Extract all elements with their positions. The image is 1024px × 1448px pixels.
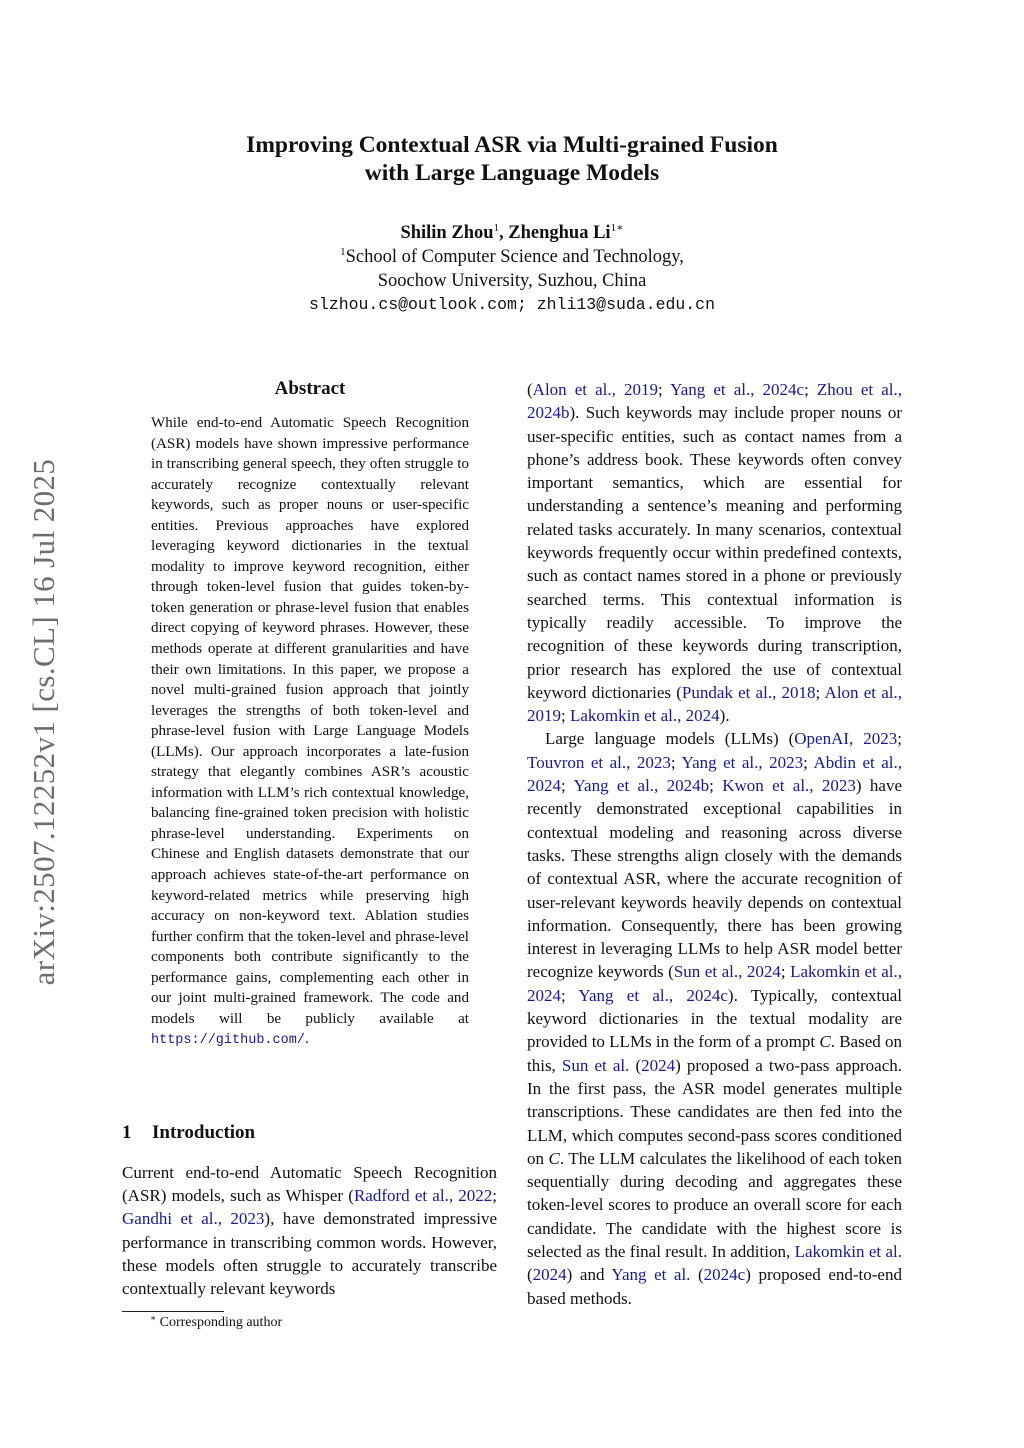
abstract-body: [151, 413, 469, 1052]
author-2-affiliation-mark: 1∗: [610, 222, 624, 234]
text-run: ;: [657, 380, 671, 399]
text-run: . Based on this,: [527, 1032, 903, 1075]
introduction-paragraph-1: [122, 1161, 497, 1300]
footnote-text: Corresponding author: [159, 1315, 283, 1330]
citation-link[interactable]: Yang et al., 2024b: [573, 776, 710, 796]
citation-link[interactable]: Alon et al., 2019: [532, 380, 658, 399]
arxiv-id-text: arXiv:2507.12252v1 [cs.CL] 16 Jul 2025: [26, 458, 61, 986]
author-1: Shilin Zhou: [400, 223, 494, 243]
introduction-heading: [122, 1122, 255, 1144]
abstract-text: While end-to-end Automatic Speech Recognition (ASR) models have shown impressive performance in transcribing general speech, they often struggle to accurately recognize contextually relevant keywords, such as proper nouns or user-specific entities. Previous approaches have explored leveraging keyword dictionaries in the textual modality to improve keyword recognition, either through token-level fusion that guides token-by-token generation or phrase-level fusion that enables direct copying of keyword phrases. However, these methods operate at different granularities and have their own limitations. In this paper, we propose a novel multi-grained fusion approach that jointly leverages the strengths of both token-level and phrase-level fusion with Large Language Models (LLMs). Our approach incorporates a late-fusion strategy that elegantly combines ASR’s acoustic information with LLM’s rich contextual knowledge, balancing fine-grained token precision with holistic phrase-level understanding. Experiments on Chinese and English datasets demonstrate that our approach achieves state-of-the-art performance on keyword-related metrics while preserving high accuracy on non-keyword text. Ablation studies further confirm that the token-level and phrase-level components both contribute significantly to the performance gains, complementing each other in our joint multi-grained framework. The code and models will be publicly available at: [151, 415, 469, 1027]
text-run: (: [690, 1265, 704, 1285]
code-url-link[interactable]: https://github.com/: [151, 1033, 305, 1049]
text-run: ;: [561, 985, 579, 1005]
right-paragraph-2: [527, 727, 902, 1309]
text-run: ;: [561, 706, 570, 726]
text-run: (: [527, 1265, 533, 1285]
citation-link[interactable]: Yang et al.: [611, 1265, 691, 1285]
text-run: ).: [719, 706, 730, 726]
title-line-1: Improving Contextual ASR via Multi-grained Fusion: [246, 132, 778, 158]
text-run: ) proposed end-to-end based methods.: [527, 1265, 902, 1308]
citation-link[interactable]: 2024: [641, 1055, 676, 1075]
text-run: ) proposed a two-pass approach. In the first pass, the ASR model generates multiple transcriptions. These candidates are then fed into the LLM, which computes second-pass scores conditioned on: [527, 1055, 902, 1168]
citation-link[interactable]: Kwon et al., 2023: [722, 776, 856, 796]
text-run: ). Such keywords may include proper nouns or user-specific entities, such as contact names from a phone’s address book. These keywords often convey important semantics, which are essential for understanding a sentence’s meaning and performing related tasks accurately. In many scenarios, contextual keywords frequently occur within predefined contexts, such as contact names stored in a phone or previously searched terms. This contextual information is typically readily accessible. To improve the recognition of these keywords during transcription, prior research has explored the use of contextual keyword dictionaries (: [527, 403, 902, 702]
abstract-end: .: [304, 1031, 309, 1048]
text-run: ;: [670, 752, 682, 772]
text-run: Current end-to-end Automatic Speech Recognition (ASR) models, such as Whisper (: [122, 1163, 497, 1206]
citation-link[interactable]: Pundak et al., 2018: [681, 682, 816, 702]
author-1-affiliation-mark: 1: [493, 222, 500, 234]
author-block: [212, 221, 812, 317]
math-variable: C: [548, 1148, 560, 1168]
citation-link[interactable]: Gandhi et al., 2023: [122, 1209, 265, 1229]
text-run: ), have demonstrated impressive performance in transcribing common words. However, these models often struggle to accurately transcribe contextually relevant keywords: [122, 1209, 497, 1299]
text-run: . The LLM calculates the likelihood of each token sequentially during decoding and aggregates these token-level scores to produce an overall score for each candidate. The candidate with the highest score is selected as the final result. In addition,: [527, 1148, 902, 1261]
section-title: Introduction: [152, 1122, 256, 1143]
citation-link[interactable]: Yang et al., 2024c: [670, 380, 805, 399]
abstract-section: [151, 378, 469, 1052]
citation-link[interactable]: 2024c: [703, 1265, 746, 1285]
text-run: (: [527, 380, 533, 399]
citation-link[interactable]: Touvron et al., 2023: [527, 752, 671, 772]
text-run: ;: [897, 729, 903, 749]
affiliation-text-1: School of Computer Science and Technology,: [345, 247, 684, 267]
author-2: Zhenghua Li: [508, 223, 611, 243]
paper-title: [212, 131, 812, 187]
text-run: ). Typically, contextual keyword dictionaries in the textual modality are provided to LLMs in the form of a prompt: [527, 985, 902, 1052]
math-variable: C: [819, 1032, 831, 1052]
citation-link[interactable]: Alon et al., 2019: [527, 682, 902, 726]
citation-link[interactable]: Lakomkin et al., 2024: [527, 962, 902, 1005]
text-run: (: [629, 1055, 642, 1075]
text-run: ;: [815, 682, 825, 702]
author-emails[interactable]: slzhou.cs@outlook.com; zhli13@suda.edu.cn: [309, 295, 715, 314]
affiliation-line-2: Soochow University, Suzhou, China: [377, 271, 647, 291]
citation-link[interactable]: Yang et al., 2023: [681, 752, 804, 772]
footnote-mark: ∗: [150, 1313, 157, 1323]
text-run: ;: [561, 776, 574, 796]
footnote: [150, 1315, 282, 1331]
text-run: ) and: [566, 1265, 612, 1285]
citation-link[interactable]: Abdin et al., 2024: [527, 752, 902, 796]
right-column: [527, 378, 902, 1310]
text-run: ;: [780, 962, 791, 982]
citation-link[interactable]: Lakomkin et al.: [794, 1241, 902, 1261]
citation-link[interactable]: Sun et al., 2024: [673, 962, 781, 982]
citation-link[interactable]: Sun et al.: [561, 1055, 630, 1075]
abstract-heading: Abstract: [274, 378, 346, 399]
text-run: ) have recently demonstrated exceptional capabilities in contextual modeling and reasoning across diverse tasks. These strengths align closely with the demands of contextual ASR, where the accurate recognition of user-relevant keywords heavily depends on contextual information. Consequently, there has been growing interest in leveraging LLMs to help ASR model better recognize keywords (: [527, 776, 902, 982]
footnote-divider: [122, 1311, 224, 1312]
affiliation-mark: 1: [340, 246, 346, 258]
text-run: ;: [709, 776, 723, 796]
affiliation-line-1: [212, 245, 812, 269]
title-line-2: with Large Language Models: [364, 160, 660, 186]
text-run: ;: [492, 1186, 497, 1206]
text-run: Large language models (LLMs) (: [545, 729, 795, 749]
author-names: [212, 221, 812, 245]
citation-link[interactable]: OpenAI, 2023: [794, 729, 898, 749]
right-paragraph-1: [527, 378, 902, 727]
citation-link[interactable]: 2024: [532, 1265, 567, 1285]
citation-link[interactable]: Yang et al., 2024c: [578, 985, 728, 1005]
section-number: 1: [122, 1122, 132, 1143]
citation-link[interactable]: Zhou et al., 2024b: [527, 380, 903, 423]
author-separator: ,: [499, 223, 509, 243]
citation-link[interactable]: Lakomkin et al., 2024: [569, 706, 720, 726]
text-run: ;: [804, 380, 817, 399]
text-run: ;: [803, 752, 814, 772]
citation-link[interactable]: Radford et al., 2022: [353, 1186, 493, 1206]
